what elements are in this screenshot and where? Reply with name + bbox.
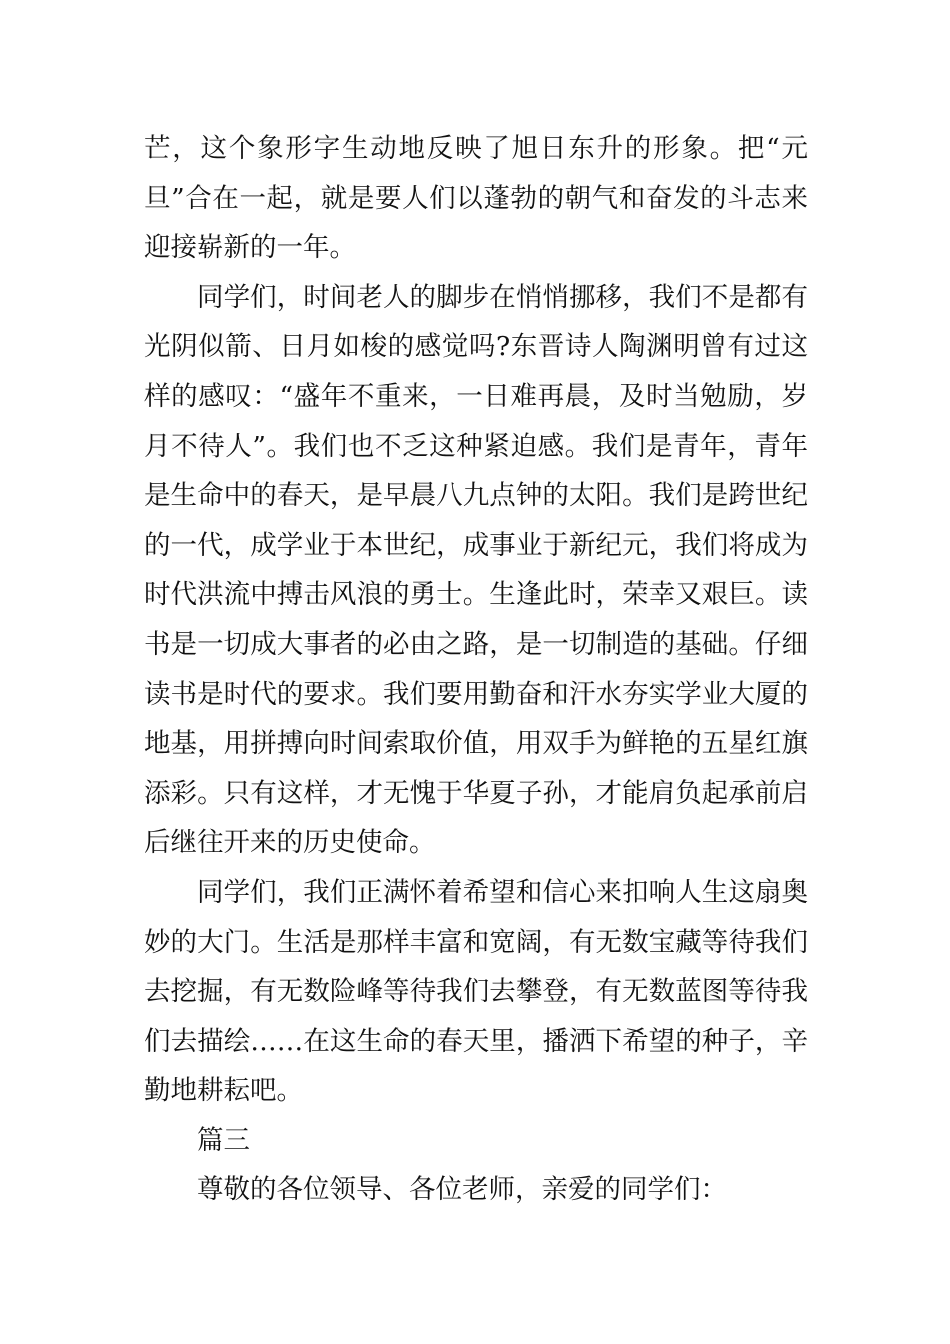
section-heading: 篇三: [197, 1124, 250, 1156]
paragraph-continuation: 芒，这个象形字生动地反映了旭日东升的形象。把“元旦”合在一起，就是要人们以蓬勃的朝气和奋发的斗志来迎接崭新的一年。: [144, 133, 808, 264]
paragraph-time-passing: 同学们，时间老人的脚步在悄悄挪移，我们不是都有光阴似箭、日月如梭的感觉吗?东晋诗人陶渊明曾有过这样的感叹：“盛年不重来，一日难再晨，及时当勉励，岁月不待人”。我们也不乏这种紧迫感。我们是青年，青年是生命中的春天，是早晨八九点钟的太阳。我们是跨世纪的一代，成学业于本世纪，成事业于新纪元，我们将成为时代洪流中搏击风浪的勇士。生逢此时，荣幸又艰巨。读书是一切成大事者的必由之路，是一切制造的基础。仔细读书是时代的要求。我们要用勤奋和汗水夯实学业大厦的地基，用拼搏向时间索取价值，用双手为鲜艳的五星红旗添彩。只有这样，才无愧于华夏子孙，才能肩负起承前启后继往开来的历史使命。: [144, 281, 808, 859]
salutation-line: 尊敬的各位领导、各位老师，亲爱的同学们：: [197, 1174, 727, 1206]
paragraph-hope-and-confidence: 同学们，我们正满怀着希望和信心来扣响人生这扇奥妙的大门。生活是那样丰富和宽阔，有无数宝藏等待我们去挖掘，有无数险峰等待我们去攀登，有无数蓝图等待我们去描绘……在这生命的春天里，播洒下希望的种子，辛勤地耕耘吧。: [144, 876, 808, 1107]
document-body: [144, 124, 808, 1215]
